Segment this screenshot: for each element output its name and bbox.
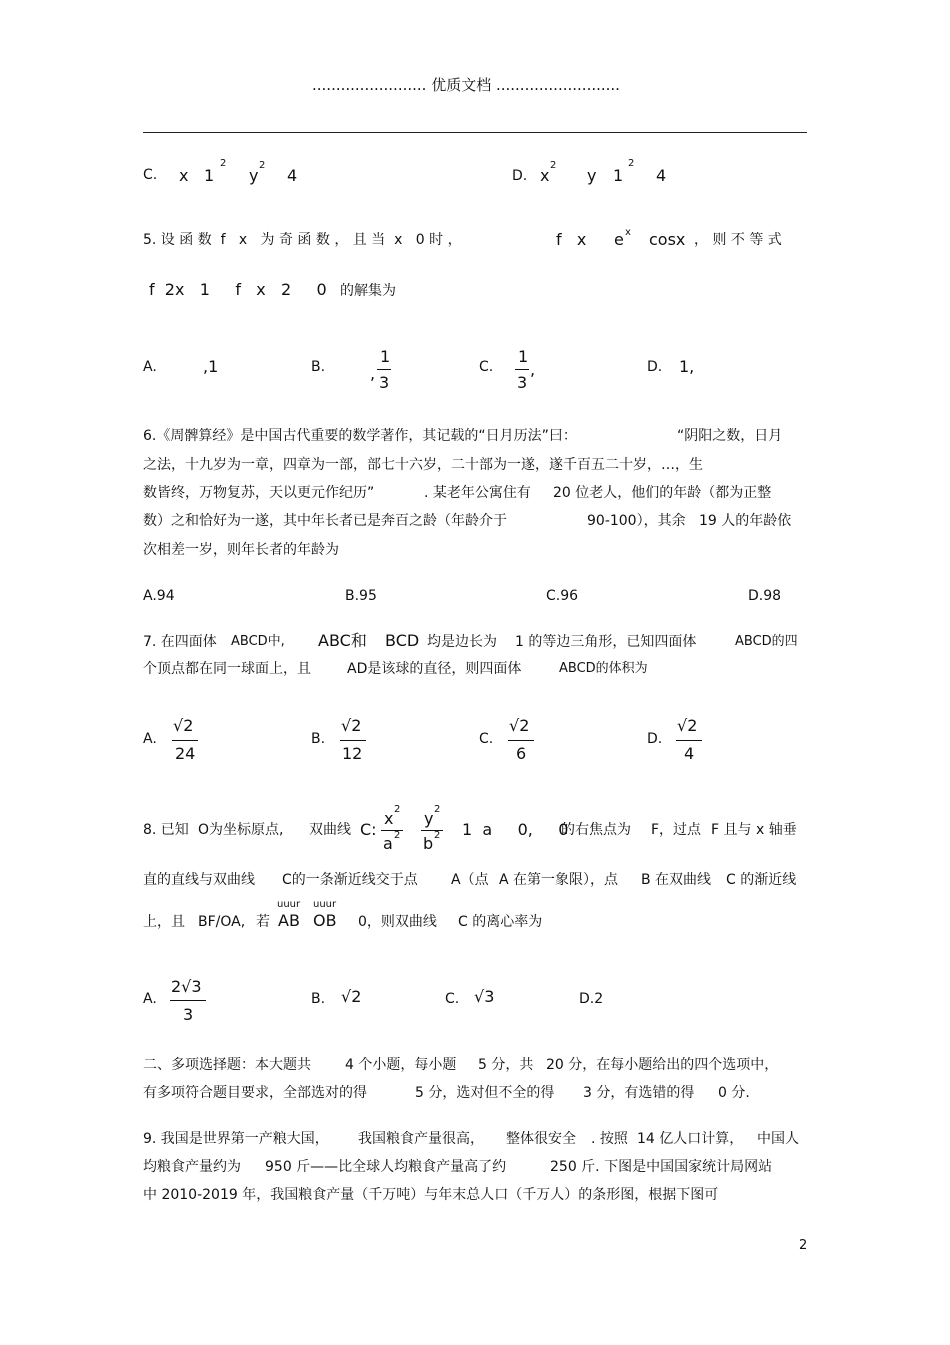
q7-option-d-den: 4 xyxy=(684,744,695,763)
q7-option-d-num: √2 xyxy=(677,716,698,735)
q7-option-a-label: A. xyxy=(143,731,157,747)
q5-option-c-comma: , xyxy=(530,360,536,379)
q6-line1a: 6.《周髀算经》是中国古代重要的数学著作，其记载的“日月历法”曰： xyxy=(143,428,577,444)
q4-d-x: x xyxy=(540,166,550,185)
q5-line1-tail: ， 则 不 等 式 xyxy=(694,232,782,248)
q6-line3c: 20 位老人，他们的年龄（都为正整 xyxy=(553,485,772,501)
q4-c-y: y xyxy=(249,166,259,185)
q9-line2c: 250 斤. 下图是中国国家统计局网站 xyxy=(550,1159,773,1175)
q6-line5: 次相差一岁，则年长者的年龄为 xyxy=(143,542,339,558)
q5-line2-tail: 的解集为 xyxy=(340,283,396,299)
q8-line2d: A 在第一象限），点 xyxy=(499,872,619,888)
q4-d-y: y xyxy=(587,166,597,185)
q5-option-b-label: B. xyxy=(311,359,326,375)
section2-line1a: 二、多项选择题：本大题共 xyxy=(143,1057,311,1073)
q6-line2: 之法，十九岁为一章，四章为一部，部七十六岁，二十部为一遂，遂千百五二十岁，…，生 xyxy=(143,457,703,473)
q9-line1b: 我国粮食产量很高， xyxy=(358,1131,484,1147)
q4-c-x: x xyxy=(179,166,189,185)
section2-line2b: 5 分，选对但不全的得 xyxy=(415,1085,555,1101)
q5-option-b-num: 1 xyxy=(380,347,391,366)
q8-option-b-label: B. xyxy=(311,991,326,1007)
q8-line3e: C 的离心率为 xyxy=(458,914,543,930)
q9-line1f: 中国人 xyxy=(757,1131,799,1147)
q6-option-d: D.98 xyxy=(748,588,782,604)
q4-option-c-label: C. xyxy=(143,167,158,183)
q9-line2b: 950 斤——比全球人均粮食产量高了约 xyxy=(265,1159,507,1175)
section2-line2d: 0 分. xyxy=(718,1085,750,1101)
q7-line1b: ABCD中, xyxy=(231,634,285,649)
q8-line3b: BF/OA, xyxy=(198,914,246,930)
q7-line2b: AD是该球的直径，则四面体 xyxy=(347,661,522,677)
q6-line3a: 数皆终，万物复苏，天以更元作纪历” xyxy=(143,485,375,501)
section2-line1c: 5 分，共 xyxy=(478,1057,534,1073)
q8-frac1-num-sup: 2 xyxy=(394,804,401,815)
q8-line1h: F 且与 x 轴垂 xyxy=(711,822,797,838)
q6-line3b: . 某老年公寓住有 xyxy=(424,485,531,501)
q7-line1a: 7. 在四面体 xyxy=(143,634,217,650)
q8-line2b: C的一条渐近线交于点 xyxy=(282,872,418,888)
q5-inequality: f 2x 1 f x 2 0 xyxy=(149,280,327,299)
q5-option-a-value: ,1 xyxy=(203,357,219,376)
header-rule xyxy=(143,132,807,133)
q7-option-d-fraction-bar xyxy=(676,740,702,741)
q7-option-c-den: 6 xyxy=(516,744,527,763)
q4-option-d-label: D. xyxy=(512,168,528,184)
q5-option-d-value: 1, xyxy=(679,357,695,376)
q4-c-4: 4 xyxy=(287,166,298,185)
q5-option-c-fraction-bar xyxy=(515,369,529,370)
q4-d-1: 1 xyxy=(613,166,624,185)
q6-line4a: 数）之和恰好为一遂，其中年长者已是奔百之龄（年龄介于 xyxy=(143,513,507,529)
page-number: 2 xyxy=(799,1238,808,1253)
q7-line1c: ABC和 xyxy=(318,631,367,650)
q7-line2a: 个顶点都在同一球面上，且 xyxy=(143,661,311,677)
q7-option-c-label: C. xyxy=(479,731,494,747)
q8-vector-mark-ob: uuur xyxy=(313,899,337,910)
q8-option-c-label: C. xyxy=(445,991,460,1007)
q8-option-d: D.2 xyxy=(579,991,604,1007)
q6-option-c: C.96 xyxy=(546,588,579,604)
q8-option-b-value: √2 xyxy=(341,987,362,1006)
q5-option-a-label: A. xyxy=(143,359,157,375)
q7-option-a-fraction-bar xyxy=(172,740,198,741)
q5-option-d-label: D. xyxy=(647,359,663,375)
q5-option-c-label: C. xyxy=(479,359,494,375)
q8-option-a-fraction-bar xyxy=(170,1000,206,1001)
q5-option-b-den: 3 xyxy=(379,373,390,392)
q4-c-sup2: 2 xyxy=(259,160,266,171)
q8-line2e: B 在双曲线 xyxy=(641,872,712,888)
q8-frac2-num: y xyxy=(424,809,434,828)
q8-line3c: 若 xyxy=(256,914,270,930)
q7-line1f: 1 的等边三角形，已知四面体 xyxy=(515,634,697,650)
q8-vector-ob: OB xyxy=(313,911,337,930)
q5-cos: cosx xyxy=(649,230,686,249)
q8-line1g: F，过点 xyxy=(651,822,702,838)
q4-d-sup2: 2 xyxy=(628,158,635,169)
q6-line4b: 90-100），其余 xyxy=(587,513,686,529)
section2-line1d: 20 分，在每小题给出的四个选项中， xyxy=(546,1057,779,1073)
q7-line1g: ABCD的四 xyxy=(735,634,798,649)
q8-line3a: 上，且 xyxy=(143,914,185,930)
q9-line1d: . 按照 xyxy=(591,1131,628,1147)
q8-line1d: C: xyxy=(360,820,377,839)
q7-option-c-fraction-bar xyxy=(508,740,534,741)
q5-fx: f x xyxy=(556,230,587,249)
q4-d-4: 4 xyxy=(656,166,667,185)
q5-option-b-comma: , xyxy=(370,364,376,383)
q8-option-a-label: A. xyxy=(143,991,157,1007)
q8-frac2-num-sup: 2 xyxy=(434,804,441,815)
q6-option-b: B.95 xyxy=(345,588,377,604)
section2-line1b: 4 个小题，每小题 xyxy=(345,1057,457,1073)
q5-option-c-den: 3 xyxy=(517,373,528,392)
q6-option-a: A.94 xyxy=(143,588,175,604)
q7-line1d: BCD xyxy=(385,631,420,650)
q8-frac1-den-sup: 2 xyxy=(394,830,401,841)
q5-option-b-fraction-bar xyxy=(377,369,391,370)
section2-line2c: 3 分，有选错的得 xyxy=(583,1085,695,1101)
q8-frac2-den: b xyxy=(423,834,434,853)
q8-line3d: 0，则双曲线 xyxy=(358,914,437,930)
q8-vector-mark-ab: uuur xyxy=(277,899,301,910)
q8-line2c: A（点 xyxy=(451,872,489,888)
q4-c-1: 1 xyxy=(204,166,215,185)
q8-line1e: 1 a 0, 0 xyxy=(462,820,569,839)
q8-vector-ab: AB xyxy=(278,911,300,930)
q5-line1: 5. 设 函 数 f x 为 奇 函 数 ， 且 当 x 0 时 ， xyxy=(143,232,462,248)
q7-line1e: 均是边长为 xyxy=(427,634,497,650)
section2-line2a: 有多项符合题目要求，全部选对的得 xyxy=(143,1085,367,1101)
q9-line1c: 整体很安全 xyxy=(506,1131,576,1147)
q4-d-sup1: 2 xyxy=(550,160,557,171)
q6-line4c: 19 人的年龄依 xyxy=(699,513,792,529)
q7-option-b-den: 12 xyxy=(342,744,363,763)
q9-line1a: 9. 我国是世界第一产粮大国， xyxy=(143,1131,329,1147)
q8-line2a: 直的直线与双曲线 xyxy=(143,872,255,888)
q8-line2f: C 的渐近线 xyxy=(726,872,797,888)
q8-line1a: 8. 已知 xyxy=(143,822,189,838)
q7-option-a-den: 24 xyxy=(175,744,196,763)
q8-line1c: 双曲线 xyxy=(309,822,351,838)
q9-line2a: 均粮食产量约为 xyxy=(143,1159,241,1175)
q7-option-b-fraction-bar xyxy=(340,740,366,741)
q8-option-a-num: 2√3 xyxy=(171,977,202,996)
q8-line1f: 的右焦点为 xyxy=(561,822,631,838)
q8-frac1-num: x xyxy=(384,809,394,828)
q8-line1b: O为坐标原点, xyxy=(198,822,284,838)
q5-option-c-num: 1 xyxy=(518,347,529,366)
q7-option-b-label: B. xyxy=(311,731,326,747)
q8-option-c-value: √3 xyxy=(474,987,495,1006)
q9-line1e: 14 亿人口计算， xyxy=(637,1131,744,1147)
q5-e: e xyxy=(614,230,624,249)
q7-option-b-num: √2 xyxy=(341,716,362,735)
q4-c-sup1: 2 xyxy=(220,158,227,169)
q8-option-a-den: 3 xyxy=(183,1005,194,1024)
q7-option-d-label: D. xyxy=(647,731,663,747)
q7-line2c: ABCD的体积为 xyxy=(559,661,648,676)
q9-line3: 中 2010-2019 年，我国粮食产量（千万吨）与年末总人口（千万人）的条形图，根据下图可 xyxy=(143,1187,719,1203)
q7-option-c-num: √2 xyxy=(509,716,530,735)
q6-line1b: “阴阳之数，日月 xyxy=(677,428,783,444)
q7-option-a-num: √2 xyxy=(173,716,194,735)
q8-frac1-den: a xyxy=(383,834,393,853)
q8-frac2-den-sup: 2 xyxy=(434,830,441,841)
q5-e-exp: x xyxy=(625,227,631,238)
page-header-title: ........................ 优质文档 .......................... xyxy=(312,76,620,94)
